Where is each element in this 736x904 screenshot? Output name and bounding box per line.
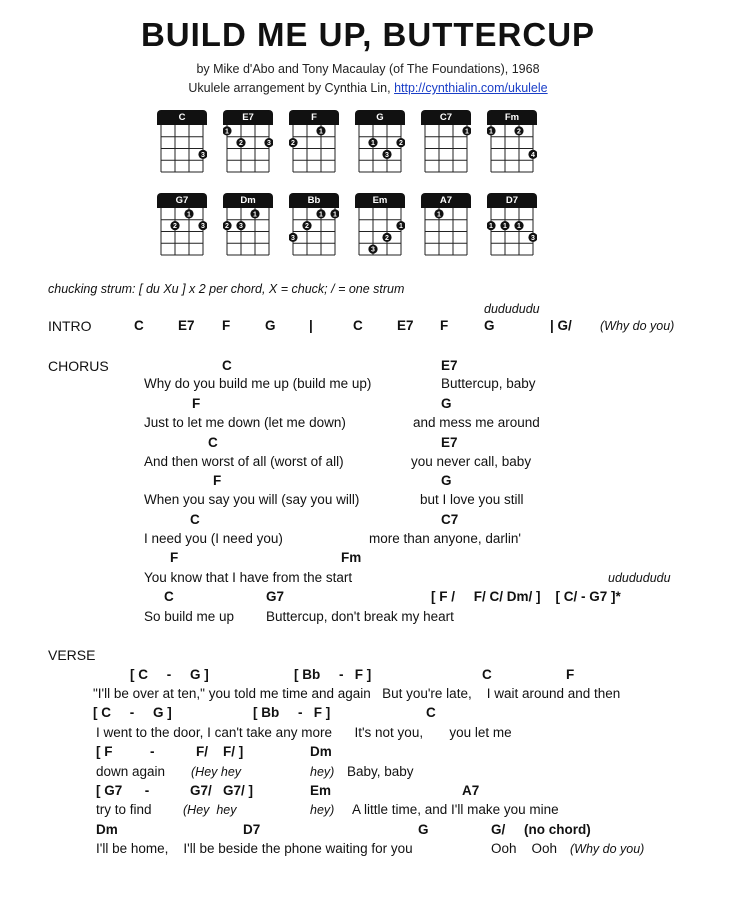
finger-number: 2 xyxy=(173,223,177,231)
verse-chord: F/ F/ ] xyxy=(196,744,244,759)
chord-name: F xyxy=(289,110,339,125)
arrangement-prefix: Ukulele arrangement by Cynthia Lin, xyxy=(188,81,391,95)
finger-number: 1 xyxy=(371,140,375,148)
finger-number: 2 xyxy=(517,128,521,136)
finger-number: 2 xyxy=(225,223,229,231)
chord-diagram-bb xyxy=(289,193,339,257)
verse-chord: C xyxy=(482,667,492,682)
verse-lyric: I'll be home, I'll be beside the phone waiting for you xyxy=(96,841,413,856)
intro-chord: F xyxy=(440,318,449,333)
finger-number: 2 xyxy=(291,140,295,148)
verse-chord: [ Bb - F ] xyxy=(294,667,372,682)
finger-number: 1 xyxy=(489,223,493,231)
verse-chord: Dm xyxy=(310,744,332,759)
verse-chord: [ G7 - xyxy=(96,783,150,798)
chord-diagram-a7 xyxy=(421,193,471,257)
verse-chord: Em xyxy=(310,783,332,798)
verse-chord: [ C - G ] xyxy=(130,667,209,682)
finger-number: 1 xyxy=(253,211,257,219)
chord-name: Bb xyxy=(289,193,339,208)
intro-tail: (Why do you) xyxy=(600,319,675,333)
chorus-lyric: and mess me around xyxy=(413,415,540,430)
chorus-chord: F xyxy=(170,550,179,565)
chord-name: Fm xyxy=(487,110,537,125)
finger-number: 3 xyxy=(385,151,389,159)
finger-number: 1 xyxy=(399,223,403,231)
chorus-chord: F xyxy=(192,396,201,411)
intro-bar: | xyxy=(309,318,313,333)
chorus-chord: G7 xyxy=(266,589,285,604)
verse-lyric: try to find xyxy=(96,802,152,817)
verse-lyric: Ooh Ooh xyxy=(491,841,558,856)
verse-lyric: Baby, baby xyxy=(347,764,414,779)
finger-number: 1 xyxy=(319,128,323,136)
chorus-chord: C xyxy=(222,358,232,373)
verse-chord: Dm xyxy=(96,822,118,837)
verse-lyric: I went to the door, I can't take any more It's not you, you let me xyxy=(96,725,512,740)
intro-chord: F xyxy=(222,318,231,333)
chorus-lyric: Buttercup, baby xyxy=(441,376,536,391)
chorus-chord: E7 xyxy=(441,358,458,373)
chorus-chord: C xyxy=(190,512,200,527)
verse-echo: hey) xyxy=(310,803,335,817)
intro-chord: C xyxy=(134,318,144,333)
chord-diagram-d7 xyxy=(487,193,537,257)
chorus-chord: C xyxy=(164,589,174,604)
intro-chord: G xyxy=(484,318,495,333)
finger-number: 3 xyxy=(201,151,205,159)
finger-number: 1 xyxy=(489,128,493,136)
verse-lyric: "I'll be over at ten," you told me time and again But you're late, I wait around and then xyxy=(93,686,621,701)
song-title: BUILD ME UP, BUTTERCUP xyxy=(140,16,596,53)
finger-number: 3 xyxy=(267,140,271,148)
chord-name: Dm xyxy=(223,193,273,208)
chord-diagram-e7 xyxy=(223,110,273,174)
chord-diagram-f xyxy=(289,110,339,174)
finger-number: 1 xyxy=(187,211,191,219)
arrangement-link[interactable]: http://cynthialin.com/ukulele xyxy=(394,81,548,95)
chord-diagram-c7 xyxy=(421,110,471,174)
chorus-lyric: I need you (I need you) xyxy=(144,531,283,546)
intro-chord: | G/ xyxy=(550,318,572,333)
chord-diagram-g xyxy=(355,110,405,174)
finger-number: 1 xyxy=(517,223,521,231)
chorus-lyric: When you say you will (say you will) xyxy=(144,492,360,507)
verse-echo: (Hey hey xyxy=(183,803,237,817)
chorus-label: CHORUS xyxy=(48,358,109,374)
chorus-lyric: but I love you still xyxy=(420,492,524,507)
verse-lyric: down again xyxy=(96,764,166,779)
chorus-lyric: And then worst of all (worst of all) xyxy=(144,454,344,469)
finger-number: 1 xyxy=(333,211,337,219)
chord-name: Em xyxy=(355,193,405,208)
byline: by Mike d'Abo and Tony Macaulay (of The Foundations), 1968 xyxy=(196,62,540,76)
arrangement-line xyxy=(0,81,736,95)
chord-diagram-g7 xyxy=(157,193,207,257)
chorus-chord: G xyxy=(441,473,452,488)
finger-number: 2 xyxy=(385,234,389,242)
chord-name: C7 xyxy=(421,110,471,125)
chorus-lyric: You know that I have from the start xyxy=(144,570,353,585)
verse-chord: [ C - G ] xyxy=(93,705,172,720)
verse-chord: [ F - xyxy=(96,744,155,759)
verse-echo: (Why do you) xyxy=(570,842,645,856)
chord-diagram-dm xyxy=(223,193,273,257)
verse-chord: F xyxy=(566,667,575,682)
finger-number: 2 xyxy=(399,140,403,148)
verse-chord: [ Bb - F ] xyxy=(253,705,331,720)
finger-number: 3 xyxy=(291,234,295,242)
chord-name: G xyxy=(355,110,405,125)
finger-number: 2 xyxy=(239,140,243,148)
intro-dudududu: dudududu xyxy=(484,302,540,316)
finger-number: 1 xyxy=(225,128,229,136)
chorus-chord: Fm xyxy=(341,550,362,565)
chorus-lyric: So build me up xyxy=(144,609,235,624)
finger-number: 1 xyxy=(319,211,323,219)
verse-chord: G7/ G7/ ] xyxy=(190,783,254,798)
chord-name: E7 xyxy=(223,110,273,125)
verse-chord: C xyxy=(426,705,436,720)
finger-number: 4 xyxy=(531,151,535,159)
chord-name: G7 xyxy=(157,193,207,208)
verse-lyric: A little time, and I'll make you mine xyxy=(352,802,559,817)
chorus-chord: [ F / F/ C/ Dm/ ] [ C/ - G7 ]* xyxy=(431,589,621,604)
chord-name: A7 xyxy=(421,193,471,208)
verse-chord: G xyxy=(418,822,429,837)
verse-label: VERSE xyxy=(48,647,96,663)
chorus-chord: C xyxy=(208,435,218,450)
chorus-lyric: Just to let me down (let me down) xyxy=(144,415,346,430)
strum-note: chucking strum: [ du Xu ] x 2 per chord, X = chuck; / = one strum xyxy=(48,282,405,296)
intro-chord: G xyxy=(265,318,276,333)
intro-label: INTRO xyxy=(48,318,92,334)
intro-chord: E7 xyxy=(397,318,414,333)
finger-number: 3 xyxy=(531,234,535,242)
chord-diagram-em xyxy=(355,193,405,257)
verse-echo: hey) xyxy=(310,765,335,779)
finger-number: 1 xyxy=(437,211,441,219)
chord-diagram-fm xyxy=(487,110,537,174)
finger-number: 1 xyxy=(503,223,507,231)
chorus-strum-note: ududududu xyxy=(608,571,671,585)
finger-number: 3 xyxy=(239,223,243,231)
finger-number: 3 xyxy=(371,246,375,254)
chorus-chord: C7 xyxy=(441,512,459,527)
verse-chord: D7 xyxy=(243,822,261,837)
verse-chord: G/ (no chord) xyxy=(491,822,591,837)
chord-diagram-c xyxy=(157,110,207,174)
intro-chord: C xyxy=(353,318,363,333)
finger-number: 1 xyxy=(465,128,469,136)
chorus-lyric: more than anyone, darlin' xyxy=(369,531,521,546)
chorus-chord: G xyxy=(441,396,452,411)
chorus-chord: F xyxy=(213,473,222,488)
chorus-lyric: Buttercup, don't break my heart xyxy=(266,609,454,624)
chorus-lyric: Why do you build me up (build me up) xyxy=(144,376,372,391)
verse-chord: A7 xyxy=(462,783,480,798)
chord-name: C xyxy=(157,110,207,125)
chorus-chord: E7 xyxy=(441,435,458,450)
chord-name: D7 xyxy=(487,193,537,208)
finger-number: 2 xyxy=(305,223,309,231)
intro-chord: E7 xyxy=(178,318,195,333)
verse-echo: (Hey hey xyxy=(191,765,242,779)
chorus-lyric: you never call, baby xyxy=(411,454,532,469)
finger-number: 3 xyxy=(201,223,205,231)
